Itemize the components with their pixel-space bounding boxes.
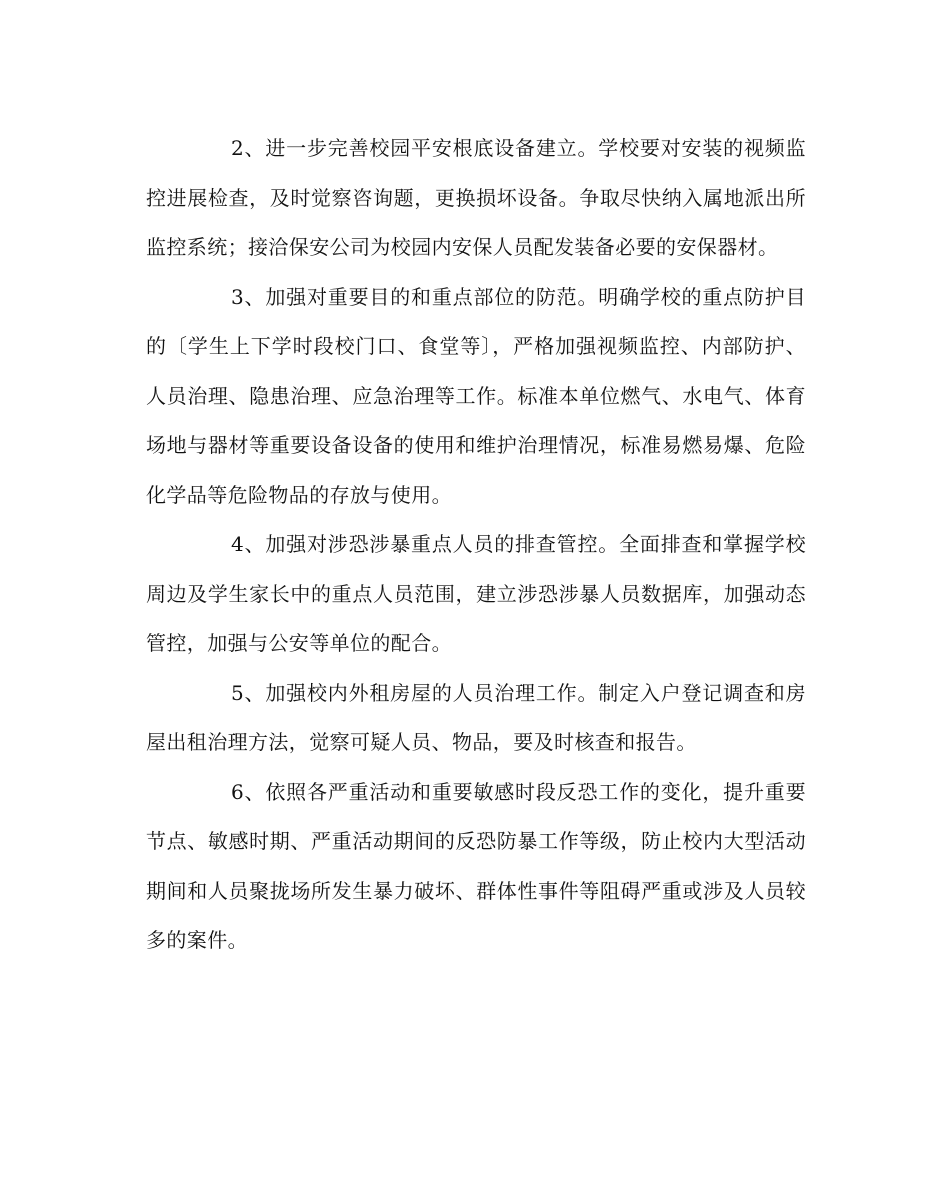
paragraph-item-3: 3、加强对重要目的和重点部位的防范。明确学校的重点防护目的〔学生上下学时段校门口、食堂等〕，严格加强视频监控、内部防护、人员治理、隐患治理、应急治理等工作。标准本单位燃气、水电气、体育场地与器材等重要设备设备的使用和维护治理情况，标准易燃易爆、危险化学品等危险物品的存放与使用。 xyxy=(146,284,806,507)
paragraph-item-5: 5、加强校内外租房屋的人员治理工作。制定入户登记调查和房屋出租治理方法，觉察可疑人员、物品，要及时核查和报告。 xyxy=(146,680,806,754)
paragraph-item-2: 2、进一步完善校园平安根底设备建立。学校要对安装的视频监控进展检查，及时觉察咨询题，更换损坏设备。争取尽快纳入属地派出所监控系统；接洽保安公司为校园内安保人员配发装备必要的安保器材。 xyxy=(146,136,806,259)
paragraph-item-6: 6、依照各严重活动和重要敏感时段反恐工作的变化，提升重要节点、敏感时期、严重活动期间的反恐防暴工作等级，防止校内大型活动期间和人员聚拢场所发生暴力破坏、群体性事件等阻碍严重或涉及人员较多的案件。 xyxy=(146,779,806,952)
document-body xyxy=(146,124,806,966)
paragraph-item-4: 4、加强对涉恐涉暴重点人员的排查管控。全面排查和掌握学校周边及学生家长中的重点人员范围，建立涉恐涉暴人员数据库，加强动态管控，加强与公安等单位的配合。 xyxy=(146,532,806,655)
